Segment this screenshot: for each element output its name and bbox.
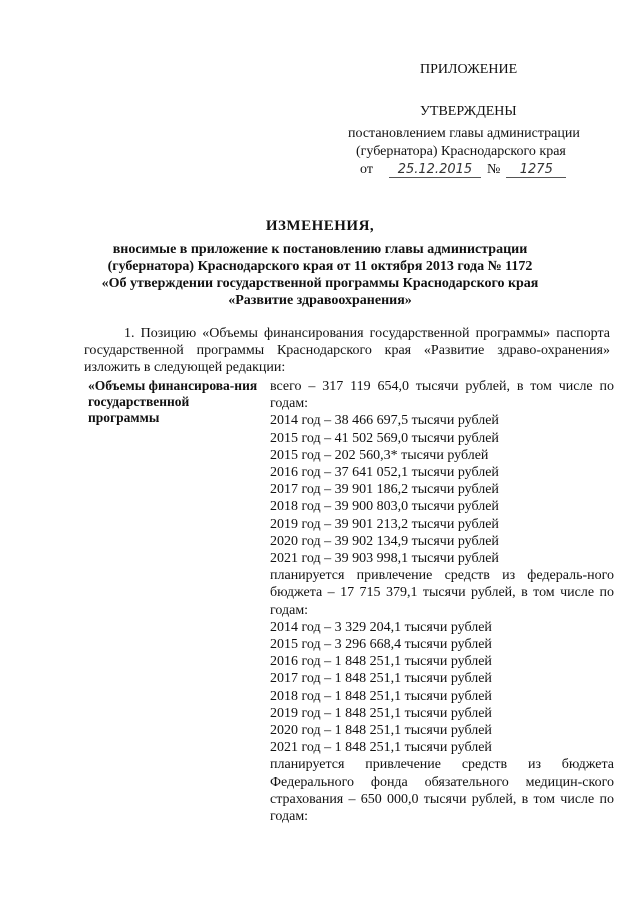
intro-text: 1. Позицию «Объемы финансирования государственной программы» паспорта государственной программы Краснодарского края «Развитие здраво-охранения» изложить в следующей редакции: [84, 326, 610, 375]
total-years-list [270, 412, 614, 567]
funding-total: всего – 317 119 654,0 тысячи рублей, в том числе по годам: [270, 379, 614, 412]
year-row: 2014 год – 3 329 204,1 тысячи рублей [270, 619, 492, 635]
year-row: 2021 год – 1 848 251,1 тысячи рублей [270, 740, 492, 756]
title-line-1: вносимые в приложение к постановлению главы администрации [112, 242, 528, 257]
funding-label: «Объемы финансирова-ния государственной программы [88, 378, 258, 425]
handwritten-date: 25.12.2015 [389, 162, 481, 178]
year-row: 2021 год – 39 903 998,1 тысячи рублей [270, 551, 499, 567]
number-label: № [486, 162, 501, 177]
funding-details [270, 378, 614, 825]
year-row: 2015 год – 3 296 668,4 тысячи рублей [270, 637, 492, 653]
document-title [0, 218, 640, 309]
year-row: 2019 год – 1 848 251,1 тысячи рублей [270, 705, 492, 721]
title-main: ИЗМЕНЕНИЯ, [265, 218, 375, 234]
year-row: 2018 год – 1 848 251,1 тысячи рублей [270, 688, 492, 704]
federal-funding-intro: планируется привлечение средств из федераль-ного бюджета – 17 715 379,1 тысячи рублей, в том числе по годам: [270, 568, 614, 618]
intro-paragraph [84, 325, 610, 376]
federal-years-list [270, 619, 614, 757]
year-row: 2020 год – 1 848 251,1 тысячи рублей [270, 723, 492, 739]
title-line-2: (губернатора) Краснодарского края от 11 октября 2013 года № 1172 [107, 259, 533, 274]
title-line-4: «Развитие здравоохранения» [228, 293, 412, 308]
from-label: от [360, 162, 373, 177]
appendix-heading: ПРИЛОЖЕНИЕ [420, 62, 518, 77]
year-row: 2017 год – 1 848 251,1 тысячи рублей [270, 671, 492, 687]
ffoms-funding-intro: планируется привлечение средств из бюджета Федерального фонда обязательного медицин-ского страхования – 650 000,0 тысячи рублей, в том числе по годам: [270, 757, 614, 825]
decree-line-2: (губернатора) Краснодарского края [356, 144, 566, 159]
year-row: 2015 год – 202 560,3* тысячи рублей [270, 447, 489, 463]
year-row: 2016 год – 37 641 052,1 тысячи рублей [270, 465, 499, 481]
year-row: 2020 год – 39 902 134,9 тысячи рублей [270, 533, 499, 549]
year-row: 2019 год – 39 901 213,2 тысячи рублей [270, 516, 499, 532]
year-row: 2018 год – 39 900 803,0 тысячи рублей [270, 499, 499, 515]
decree-line-1: постановлением главы администрации [348, 126, 580, 141]
year-row: 2017 год – 39 901 186,2 тысячи рублей [270, 482, 499, 498]
approved-heading: УТВЕРЖДЕНЫ [420, 104, 517, 119]
decree-date-line [360, 162, 566, 178]
year-row: 2015 год – 41 502 569,0 тысячи рублей [270, 430, 499, 446]
year-row: 2016 год – 1 848 251,1 тысячи рублей [270, 654, 492, 670]
handwritten-number: 1275 [506, 162, 566, 178]
title-line-3: «Об утверждении государственной программы Краснодарского края [101, 276, 539, 291]
year-row: 2014 год – 38 466 697,5 тысячи рублей [270, 413, 499, 429]
